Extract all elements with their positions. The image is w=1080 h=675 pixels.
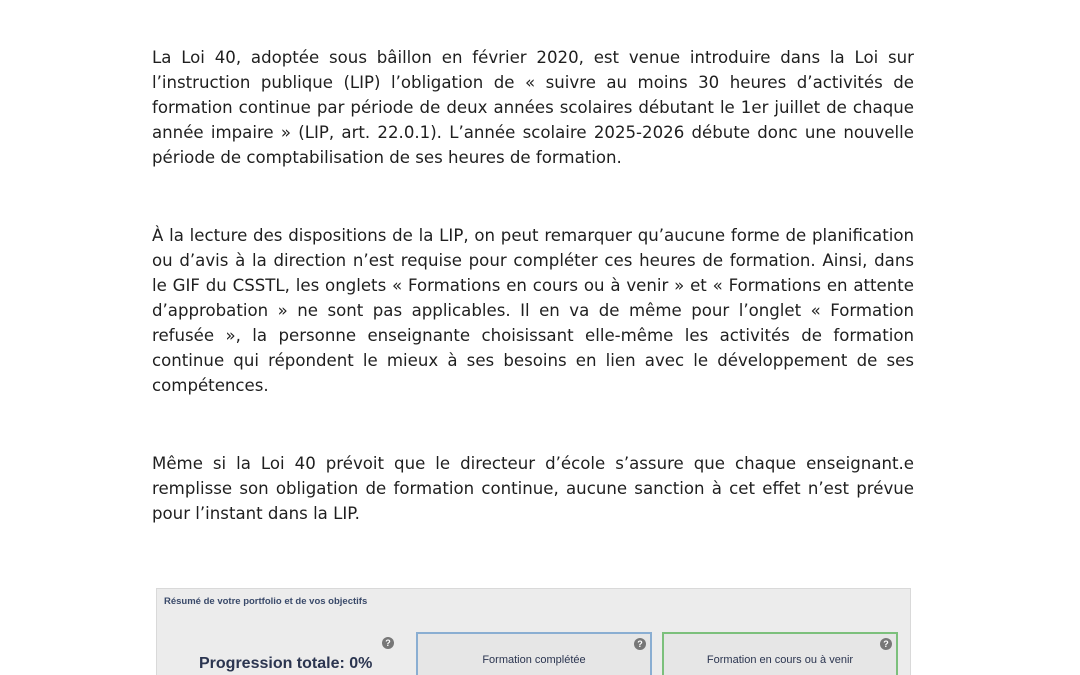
help-icon: ? — [382, 637, 394, 649]
paragraph-loi-40-intro: La Loi 40, adoptée sous bâillon en février 2020, est venue introduire dans la Loi sur l’instruction publique (LIP) l’obligation de « suivre au moins 30 heures d’activités de formation continue par période de deux années scolaires débutant le 1er juillet de chaque année impaire » (LIP, art. 22.0.1). L’année scolaire 2025-2026 débute donc une nouvelle période de comptabilisation de ses heures de formation. — [152, 48, 914, 167]
portfolio-summary-screenshot — [156, 588, 911, 675]
help-icon: ? — [880, 638, 892, 650]
in-progress-training-card — [662, 632, 898, 675]
completed-training-card — [416, 632, 652, 675]
completed-training-label: Formation complétée — [482, 654, 586, 666]
total-progress-label: Progression totale: 0% — [199, 655, 373, 672]
paragraph-sanction: Même si la Loi 40 prévoit que le directeur d’école s’assure que chaque enseignant.e remplisse son obligation de formation continue, aucune sanction à cet effet n’est prévue pour l’instant dans la LIP. — [152, 454, 914, 523]
portfolio-summary-title: Résumé de votre portfolio et de vos objectifs — [164, 596, 368, 607]
help-icon: ? — [634, 638, 646, 650]
in-progress-training-label: Formation en cours ou à venir — [706, 654, 854, 666]
paragraph-lip-dispositions: À la lecture des dispositions de la LIP, on peut remarquer qu’aucune forme de planification ou d’avis à la direction n’est requise pour compléter ces heures de formation. Ainsi, dans le GIF du CSSTL, les onglets « Formations en cours ou à venir » et « Formations en attente d’approbation » ne sont pas applicables. Il en va de même pour l’onglet « Formation refusée », la personne enseignante choisissant elle-même les activités de formation continue qui répondent le mieux à ses besoins en lien avec le développement de ses compétences. — [152, 226, 914, 395]
